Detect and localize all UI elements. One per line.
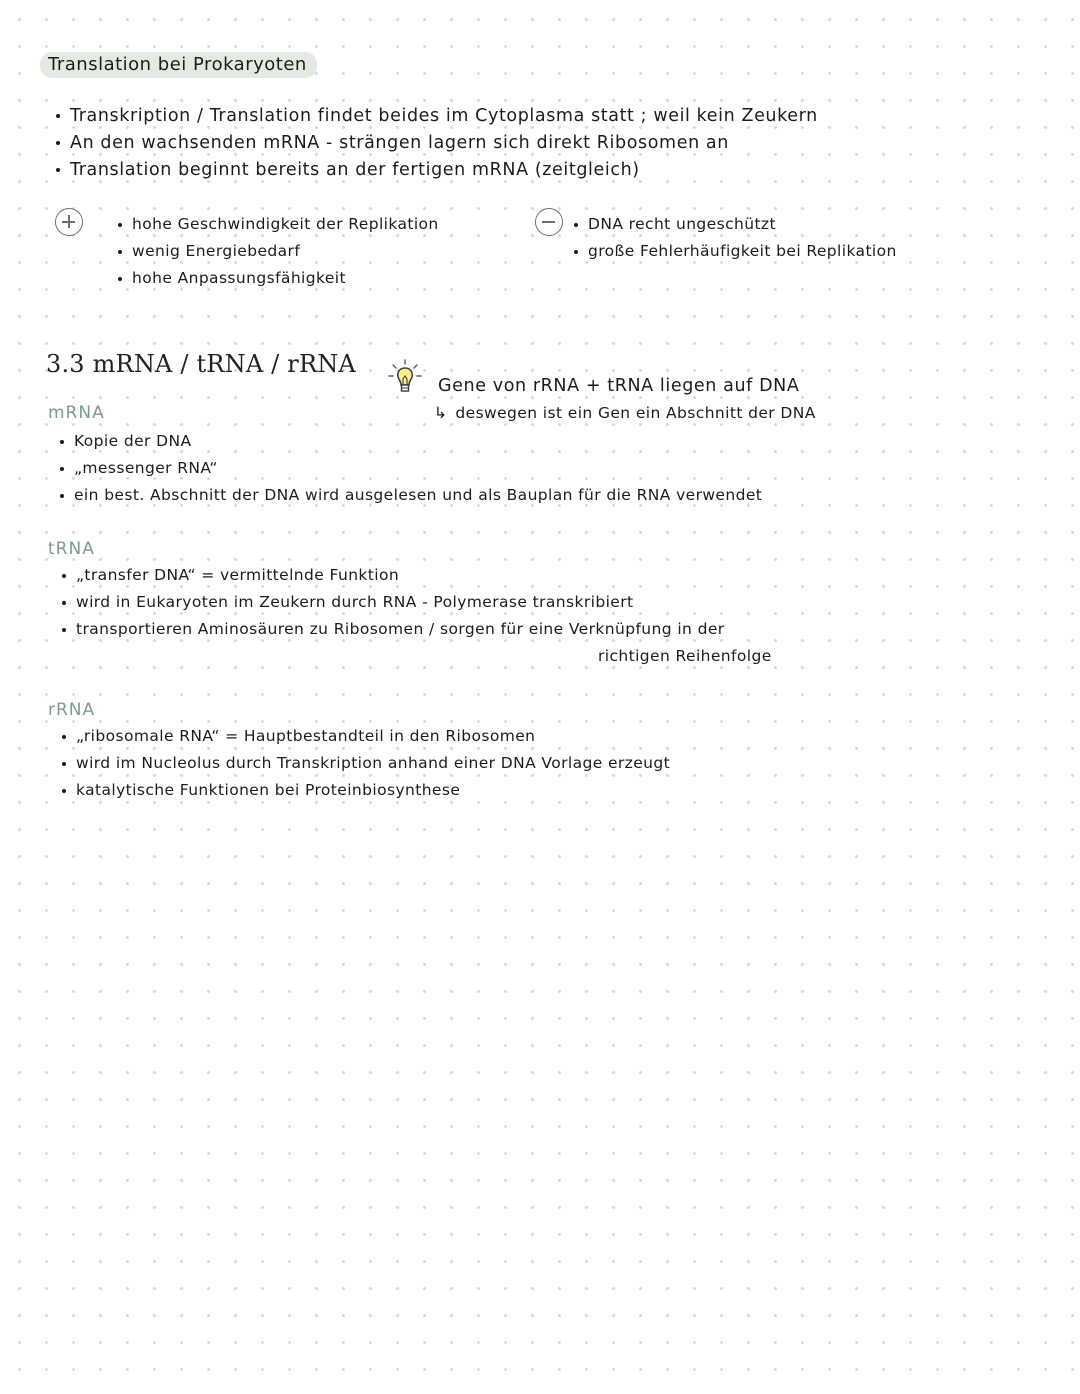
plus-circle-icon — [55, 208, 83, 236]
mrna-item-text: Kopie der DNA — [74, 432, 192, 450]
mrna-item-text: „messenger RNA“ — [74, 459, 218, 477]
bullet-dot — [62, 735, 66, 739]
trna-item — [62, 620, 725, 638]
section-heading: 3.3 mRNA / tRNA / rRNA — [46, 350, 356, 378]
pro-text: hohe Geschwindigkeit der Replikation — [132, 215, 439, 233]
bullet-dot — [118, 223, 122, 227]
line-text: An den wachsenden mRNA - strängen lagern sich direkt Ribosomen an — [70, 133, 729, 153]
rrna-item-text: katalytische Funktionen bei Proteinbiosynthese — [76, 781, 461, 799]
pro-item — [118, 242, 300, 260]
mrna-item — [60, 459, 218, 477]
trna-item-text: transportieren Aminosäuren zu Ribosomen / sorgen für eine Verknüpfung in der — [76, 620, 725, 638]
con-item — [574, 215, 776, 233]
rrna-item-text: „ribosomale RNA“ = Hauptbestandteil in den Ribosomen — [76, 727, 536, 745]
bullet-dot — [62, 762, 66, 766]
bullet-dot — [56, 141, 60, 145]
list-item — [56, 106, 818, 126]
trna-item-text: „transfer DNA“ = vermittelnde Funktion — [76, 566, 400, 584]
bullet-dot — [62, 628, 66, 632]
pro-text: hohe Anpassungsfähigkeit — [132, 269, 346, 287]
minus-circle-icon — [535, 208, 563, 236]
pro-text: wenig Energiebedarf — [132, 242, 301, 260]
con-text: DNA recht ungeschützt — [588, 215, 776, 233]
note-line-2-row — [434, 404, 816, 422]
note-line-1: Gene von rRNA + tRNA liegen auf DNA — [438, 376, 800, 396]
bullet-dot — [60, 440, 64, 444]
rrna-item — [62, 781, 460, 799]
list-item — [56, 133, 729, 153]
arrow-icon: ↳ — [434, 404, 448, 422]
bullet-dot — [62, 574, 66, 578]
con-item — [574, 242, 897, 260]
bullet-dot — [56, 114, 60, 118]
note-line-2: deswegen ist ein Gen ein Abschnitt der DNA — [455, 404, 816, 422]
bullet-dot — [60, 467, 64, 471]
mrna-item — [60, 432, 192, 450]
rrna-item-text: wird im Nucleolus durch Transkription anhand einer DNA Vorlage erzeugt — [76, 754, 671, 772]
rrna-label: rRNA — [48, 700, 96, 720]
trna-item-text: wird in Eukaryoten im Zeukern durch RNA - Polymerase transkribiert — [76, 593, 634, 611]
mrna-item — [60, 486, 762, 504]
bullet-dot — [118, 250, 122, 254]
trna-item-continuation: richtigen Reihenfolge — [598, 647, 772, 665]
bullet-dot — [118, 277, 122, 281]
pro-item — [118, 215, 439, 233]
pro-item — [118, 269, 346, 287]
con-text: große Fehlerhäufigkeit bei Replikation — [588, 242, 897, 260]
trna-item — [62, 593, 633, 611]
bullet-dot — [62, 601, 66, 605]
mrna-item-text: ein best. Abschnitt der DNA wird ausgelesen und als Bauplan für die RNA verwendet — [74, 486, 763, 504]
bullet-dot — [574, 250, 578, 254]
trna-label: tRNA — [48, 539, 95, 559]
list-item — [56, 160, 640, 180]
mrna-label: mRNA — [48, 403, 105, 423]
page-title: Translation bei Prokaryoten — [40, 52, 317, 78]
rrna-item — [62, 727, 535, 745]
lightbulb-icon — [388, 358, 422, 398]
bullet-dot — [60, 494, 64, 498]
bullet-dot — [62, 789, 66, 793]
rrna-item — [62, 754, 670, 772]
line-text: Translation beginnt bereits an der fertigen mRNA (zeitgleich) — [70, 160, 640, 180]
trna-item — [62, 566, 399, 584]
bullet-dot — [574, 223, 578, 227]
line-text: Transkription / Translation findet beides im Cytoplasma statt ; weil kein Zeukern — [70, 106, 818, 126]
bullet-dot — [56, 168, 60, 172]
